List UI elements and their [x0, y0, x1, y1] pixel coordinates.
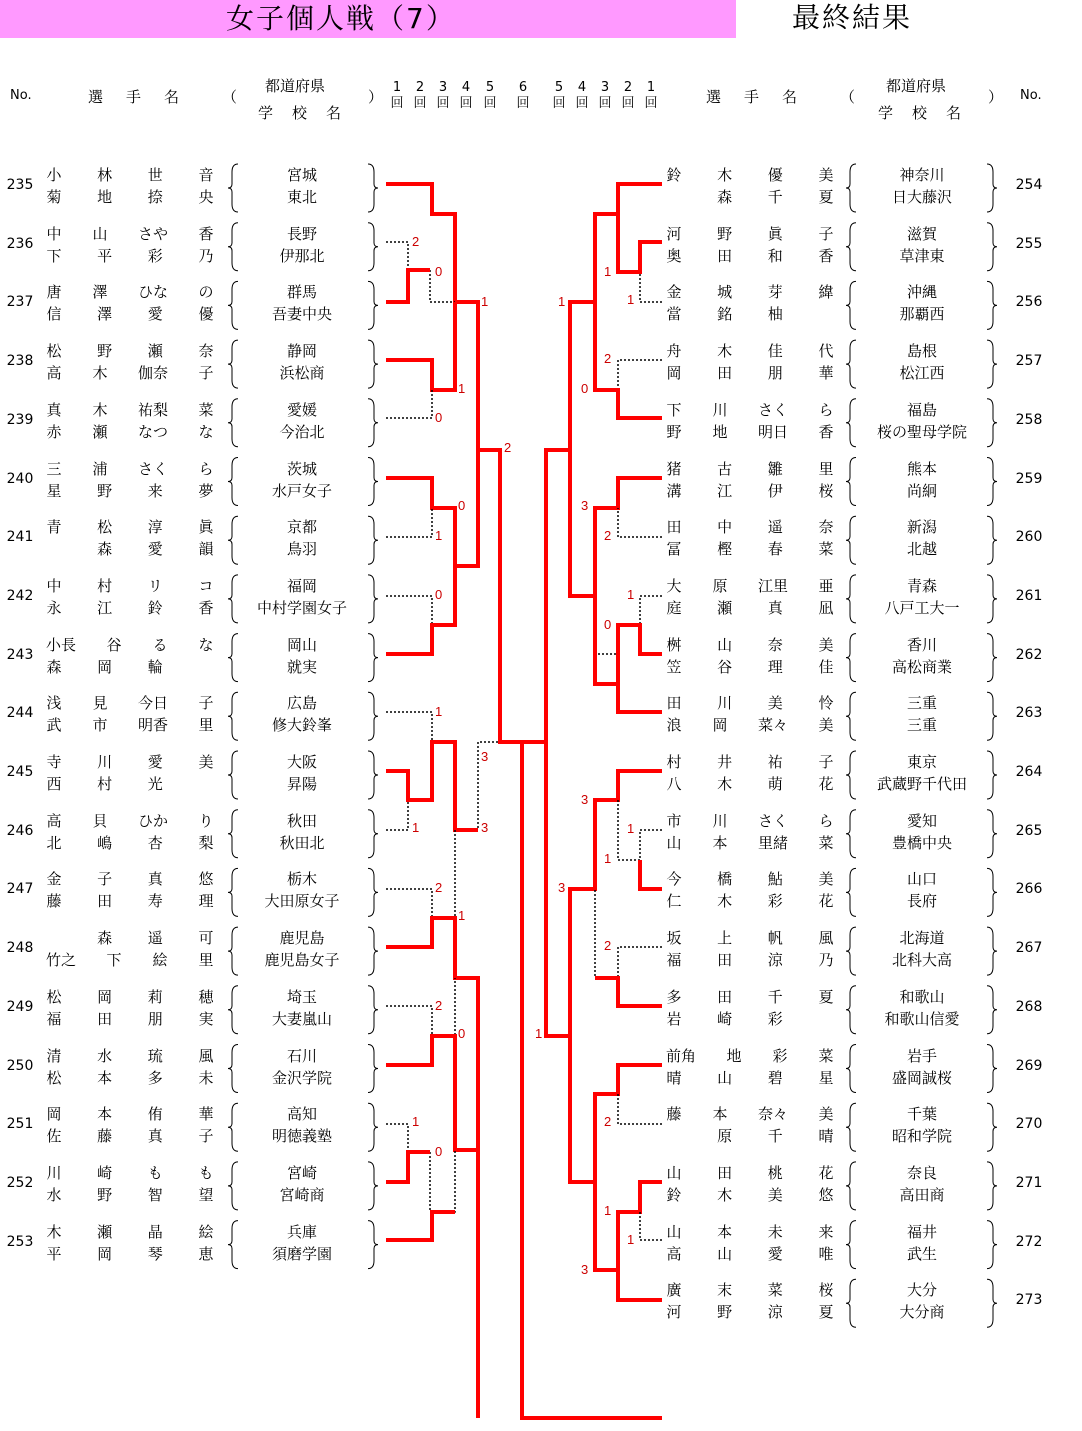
player-1-name: 廣 末 菜 桜 [666, 1281, 834, 1300]
player-2-name: 赤 瀬 なつ な [46, 422, 214, 441]
entry-number: 245 [6, 764, 34, 780]
score-r273a: 3 [581, 1262, 589, 1277]
prefecture: 宮崎 [286, 1163, 317, 1182]
player-2-name: 信 澤 愛 優 [46, 305, 214, 324]
player-1-name: 田 川 美 怜 [666, 694, 834, 713]
prefecture: 福島 [906, 400, 937, 419]
score-l248a: 1 [458, 908, 466, 923]
entry-number: 260 [1015, 529, 1043, 546]
entry-number: 239 [6, 411, 34, 428]
prefecture: 東京 [906, 753, 937, 771]
player-2-name: 奥 田 和 香 [666, 246, 834, 265]
player-2-name: 晴 山 碧 星 [666, 1068, 834, 1087]
header-paren-close-left: ） [368, 88, 384, 106]
score-r255a: 1 [604, 264, 612, 279]
entry-number: 235 [6, 177, 34, 193]
score-lA: 1 [481, 294, 489, 309]
entry-number: 270 [1015, 1116, 1043, 1133]
prefecture: 愛媛 [286, 400, 317, 419]
prefecture: 島根 [906, 342, 937, 361]
player-1-name: 真 木 祐梨 菜 [46, 400, 214, 419]
prefecture: 茨城 [286, 459, 317, 478]
school: 日大藤沢 [891, 188, 952, 206]
player-1-name: 川 崎 も も [46, 1163, 214, 1182]
prefecture: 群馬 [286, 283, 317, 302]
score-l241a: 1 [435, 528, 443, 543]
prefecture: 福井 [906, 1222, 937, 1241]
school: 中村学園女子 [256, 598, 347, 617]
player-2-name: 冨 樫 春 菜 [666, 540, 834, 559]
score-r258a: 0 [581, 381, 589, 396]
round-right-2: 2 回 [621, 80, 635, 111]
player-1-name: 桝 山 奈 美 [666, 635, 834, 654]
entry-number: 246 [6, 822, 34, 839]
prefecture: 香川 [906, 635, 937, 654]
school: 草津東 [899, 246, 945, 265]
player-2-name: 岩 崎 彩 [666, 1009, 783, 1028]
entry-number: 269 [1015, 1057, 1043, 1074]
entry-number: 242 [6, 587, 34, 604]
player-1-name: 高 貝 ひか り [46, 811, 214, 830]
entry-number: 237 [6, 294, 34, 311]
entry-number: 258 [1015, 411, 1043, 428]
school: 修大鈴峯 [271, 716, 332, 735]
score-l240a: 0 [458, 498, 466, 513]
score-r267a: 2 [604, 938, 612, 953]
round-right-5: 5 回 [552, 80, 566, 111]
prefecture: 沖縄 [906, 283, 937, 302]
player-1-name: 岡 本 侑 華 [46, 1105, 214, 1124]
entry-number: 236 [6, 235, 34, 252]
player-2-name: 仁 木 彩 花 [666, 892, 834, 911]
school: 吾妻中央 [271, 305, 332, 324]
player-2-name: 溝 江 伊 桜 [666, 481, 834, 500]
score-l250a: 0 [458, 1026, 466, 1041]
header-pref-right: 都道府県 [886, 77, 947, 95]
score-l246b: 3 [481, 820, 489, 835]
header-pref-left: 都道府県 [265, 77, 326, 95]
school: 大田原女子 [264, 892, 340, 911]
player-1-name: 鈴 木 優 美 [666, 166, 834, 184]
round-left-1: 1 回 [390, 80, 404, 111]
prefecture: 福岡 [286, 576, 317, 595]
score-r260a: 2 [604, 528, 612, 543]
prefecture: 宮城 [286, 166, 317, 184]
page-title: 女子個人戦（7） [226, 2, 456, 35]
score-l252a: 0 [435, 1144, 443, 1159]
school: 金沢学院 [271, 1068, 332, 1087]
header-no-right: No. [1020, 88, 1042, 103]
school: 武蔵野千代田 [876, 775, 967, 793]
player-1-name: 金 城 芽 緯 [666, 283, 834, 302]
round-right-4: 4 回 [575, 80, 589, 111]
player-1-name: 松 岡 莉 穂 [46, 987, 214, 1006]
prefecture: 高知 [286, 1105, 317, 1124]
score-r257a: 2 [604, 351, 612, 366]
round-left-2: 2 回 [413, 80, 427, 111]
school: 昭和学院 [891, 1127, 952, 1146]
school: 宮崎商 [279, 1185, 325, 1204]
score-r259a: 3 [581, 498, 589, 513]
player-1-name: 今 橋 鮎 美 [666, 870, 834, 889]
entry-number: 267 [1015, 940, 1043, 957]
school: 昇陽 [286, 775, 317, 793]
entry-number: 263 [1015, 705, 1043, 722]
score-r272a: 1 [604, 1203, 612, 1218]
score-l242a: 0 [435, 587, 443, 602]
player-2-name: 松 本 多 未 [46, 1068, 214, 1087]
score-l246a: 1 [412, 820, 420, 835]
score-l245a: 3 [481, 749, 489, 764]
player-2-name: 當 銘 柚 [666, 305, 783, 324]
score-r265b: 1 [604, 851, 612, 866]
header-name-left: 選 手 名 [88, 88, 184, 106]
header-paren-open-right: （ [840, 88, 856, 106]
entry-number: 266 [1015, 881, 1043, 898]
entry-number: 271 [1015, 1174, 1043, 1191]
player-2-name: 武 市 明香 里 [46, 716, 214, 735]
header-no-left: No. [10, 88, 32, 103]
school: 水戸女子 [271, 481, 332, 500]
prefecture: 奈良 [906, 1163, 937, 1182]
round-center-6: 6 回 [516, 80, 530, 111]
player-1-name: 小長 谷 る な [46, 635, 214, 654]
prefecture: 北海道 [899, 929, 945, 948]
score-lSemiTop: 2 [504, 440, 512, 455]
school: 桜の聖母学院 [876, 422, 967, 441]
entry-number: 243 [6, 646, 34, 663]
score-r266a: 3 [558, 880, 566, 895]
school: 鳥羽 [286, 540, 317, 559]
player-1-name: 大 原 江里 亜 [666, 576, 834, 595]
prefecture: 新潟 [906, 518, 937, 537]
player-2-name: 北 嶋 杏 梨 [46, 833, 214, 852]
score-r256a: 1 [558, 294, 566, 309]
player-2-name: 下 平 彩 乃 [46, 246, 214, 265]
entry-number: 248 [6, 940, 34, 957]
school: 豊橋中央 [891, 833, 952, 852]
player-2-name: 福 田 朋 実 [46, 1009, 214, 1028]
school: 八戸工大一 [884, 598, 960, 617]
player-1-name: 松 野 瀬 奈 [46, 342, 214, 361]
prefecture: 和歌山 [899, 987, 945, 1006]
school: 明徳義塾 [271, 1127, 332, 1146]
school: 就実 [286, 657, 317, 676]
player-1-name: 猪 古 雛 里 [666, 459, 834, 478]
prefecture: 兵庫 [286, 1222, 317, 1241]
player-1-name: 青 松 淳 眞 [46, 518, 214, 537]
entry-number: 254 [1015, 177, 1043, 193]
school: 那覇西 [899, 305, 945, 324]
player-2-name: 西 村 光 [46, 775, 163, 793]
prefecture: 大阪 [286, 753, 317, 771]
score-l247a: 2 [435, 880, 443, 895]
school: 高田商 [899, 1185, 945, 1204]
score-rSemi: 1 [535, 1026, 543, 1041]
score-l239a: 0 [435, 410, 443, 425]
entry-number: 238 [6, 353, 34, 370]
player-2-name: 山 本 里緒 菜 [666, 833, 834, 852]
player-1-name: 小 林 世 音 [46, 166, 214, 184]
score-r272b: 1 [627, 1232, 635, 1247]
school: 三重 [906, 716, 937, 735]
prefecture: 石川 [286, 1046, 317, 1065]
prefecture: 岡山 [286, 635, 317, 654]
entry-number: 272 [1015, 1233, 1043, 1250]
entry-number: 252 [6, 1174, 34, 1191]
header-paren-open-left: （ [222, 88, 238, 106]
entry-number: 261 [1015, 587, 1043, 604]
round-right-1: 1 回 [644, 80, 658, 111]
school: 盛岡誠桜 [891, 1068, 952, 1087]
player-1-name: 浅 見 今日 子 [46, 694, 214, 713]
entry-number: 241 [6, 529, 34, 546]
player-2-name: 藤 田 寿 理 [46, 892, 214, 911]
player-2-name: 浪 岡 菜々 美 [666, 716, 834, 735]
prefecture: 愛知 [906, 811, 937, 830]
prefecture: 青森 [906, 576, 937, 595]
prefecture: 大分 [906, 1281, 937, 1300]
player-1-name: 金 子 真 悠 [46, 870, 214, 889]
player-1-name: 舟 木 佳 代 [666, 342, 834, 361]
entry-number: 244 [6, 705, 34, 722]
prefecture: 京都 [286, 518, 317, 537]
score-r265a: 1 [627, 821, 635, 836]
player-1-name: 村 井 祐 子 [666, 753, 834, 771]
score-l236b: 0 [435, 264, 443, 279]
entry-number: 256 [1015, 294, 1043, 311]
player-1-name: 河 野 眞 子 [666, 224, 834, 243]
player-1-name: 市 川 さく ら [666, 811, 834, 830]
player-2-name: 星 野 来 夢 [46, 481, 214, 500]
player-1-name: 中 山 さや 香 [46, 224, 214, 243]
school: 尚絅 [906, 481, 937, 500]
entry-number: 264 [1015, 764, 1043, 780]
player-1-name: 木 瀬 晶 絵 [46, 1222, 214, 1241]
entry-number: 253 [6, 1233, 34, 1250]
prefecture: 広島 [286, 694, 317, 713]
header-paren-close-right: ） [988, 88, 1004, 106]
entry-number: 268 [1015, 998, 1043, 1015]
page-subtitle: 最終結果 [792, 1, 913, 34]
header-name-right: 選 手 名 [706, 88, 802, 106]
score-r261a: 1 [627, 587, 635, 602]
prefecture: 埼玉 [286, 987, 317, 1006]
player-1-name: 清 水 琉 風 [46, 1046, 214, 1065]
player-2-name: 八 木 萌 花 [666, 775, 834, 793]
player-1-name: 唐 澤 ひな の [46, 283, 214, 302]
school: 今治北 [279, 422, 325, 441]
prefecture: 鹿児島 [279, 929, 325, 948]
score-r264a: 3 [581, 792, 589, 807]
player-1-name: 田 中 遥 奈 [666, 518, 834, 537]
school: 北越 [906, 540, 937, 559]
prefecture: 山口 [906, 870, 937, 889]
player-1-name: 下 川 さく ら [666, 400, 834, 419]
school: 和歌山信愛 [884, 1009, 960, 1028]
player-1-name: 藤 本 奈々 美 [666, 1105, 834, 1124]
prefecture: 千葉 [906, 1105, 937, 1124]
school: 須磨学園 [271, 1244, 332, 1263]
school: 松江西 [899, 364, 945, 383]
prefecture: 三重 [906, 694, 937, 713]
player-2-name: 水 野 智 望 [46, 1185, 214, 1204]
prefecture: 栃木 [286, 870, 317, 889]
entry-number: 247 [6, 881, 34, 898]
entry-number: 257 [1015, 353, 1043, 370]
school: 秋田北 [279, 833, 325, 852]
school: 武生 [906, 1244, 937, 1263]
round-right-3: 3 回 [598, 80, 612, 111]
player-2-name: 鈴 木 美 悠 [666, 1185, 834, 1204]
prefecture: 神奈川 [899, 166, 945, 184]
player-1-name: 森 遥 可 [97, 929, 214, 948]
player-1-name: 三 浦 さく ら [46, 459, 214, 478]
school: 浜松商 [279, 364, 325, 383]
entry-number: 265 [1015, 822, 1043, 839]
school: 大妻嵐山 [271, 1009, 332, 1028]
prefecture: 秋田 [286, 811, 317, 830]
entry-number: 251 [6, 1116, 34, 1133]
entry-number: 262 [1015, 646, 1043, 663]
score-r256b: 1 [627, 292, 635, 307]
player-1-name: 山 本 未 来 [666, 1222, 834, 1241]
school: 高松商業 [891, 657, 952, 676]
player-2-name: 高 山 愛 唯 [666, 1244, 834, 1263]
entry-number: 240 [6, 470, 34, 487]
entry-number: 249 [6, 998, 34, 1015]
player-1-name: 坂 上 帆 風 [666, 929, 834, 948]
score-l238a: 1 [458, 381, 466, 396]
school: 大分商 [899, 1303, 945, 1322]
player-2-name: 岡 田 朋 華 [666, 364, 834, 383]
entry-number: 250 [6, 1057, 34, 1074]
school: 東北 [286, 188, 317, 206]
round-left-4: 4 回 [459, 80, 473, 111]
score-l251a: 1 [412, 1114, 420, 1129]
player-2-name: 高 木 伽奈 子 [46, 364, 214, 383]
entry-number: 273 [1015, 1292, 1043, 1309]
prefecture: 滋賀 [906, 224, 937, 243]
player-2-name: 福 田 涼 乃 [666, 951, 834, 970]
entry-number: 255 [1015, 235, 1043, 252]
score-l244a: 1 [435, 704, 443, 719]
score-l236a: 2 [412, 234, 420, 249]
score-l249a: 2 [435, 998, 443, 1013]
player-2-name: 野 地 明日 香 [666, 422, 834, 441]
header-school-right: 学 校 名 [878, 104, 964, 122]
prefecture: 熊本 [906, 459, 937, 478]
prefecture: 静岡 [286, 342, 317, 361]
player-2-name: 平 岡 琴 恵 [46, 1244, 214, 1263]
school: 北科大高 [891, 951, 952, 970]
player-2-name: 笠 谷 理 佳 [666, 657, 834, 676]
player-2-name: 森 岡 輪 [46, 657, 163, 676]
player-2-name: 佐 藤 真 子 [46, 1127, 214, 1146]
player-1-name: 中 村 リ コ [46, 576, 214, 595]
player-2-name: 竹之 下 絵 里 [46, 951, 214, 970]
player-2-name: 森 千 夏 [717, 188, 834, 206]
school: 伊那北 [279, 246, 325, 265]
prefecture: 長野 [286, 224, 317, 243]
round-left-3: 3 回 [436, 80, 450, 111]
player-2-name: 河 野 涼 夏 [666, 1303, 834, 1322]
header-school-left: 学 校 名 [258, 104, 344, 122]
player-1-name: 山 田 桃 花 [666, 1163, 834, 1182]
player-2-name: 菊 地 捺 央 [46, 188, 214, 206]
player-1-name: 前角 地 彩 菜 [666, 1046, 834, 1065]
score-r262a: 0 [604, 617, 612, 632]
prefecture: 岩手 [906, 1046, 937, 1065]
player-2-name: 永 江 鈴 香 [46, 598, 214, 617]
school: 長府 [906, 892, 937, 911]
score-r270a: 2 [604, 1114, 612, 1129]
player-2-name: 原 千 晴 [717, 1127, 834, 1146]
player-1-name: 寺 川 愛 美 [46, 753, 214, 771]
entry-number: 259 [1015, 470, 1043, 487]
player-2-name: 庭 瀬 真 凪 [666, 598, 834, 617]
school: 鹿児島女子 [264, 951, 340, 970]
player-1-name: 多 田 千 夏 [666, 987, 834, 1006]
player-2-name: 森 愛 韻 [97, 540, 214, 559]
round-left-5: 5 回 [483, 80, 497, 111]
